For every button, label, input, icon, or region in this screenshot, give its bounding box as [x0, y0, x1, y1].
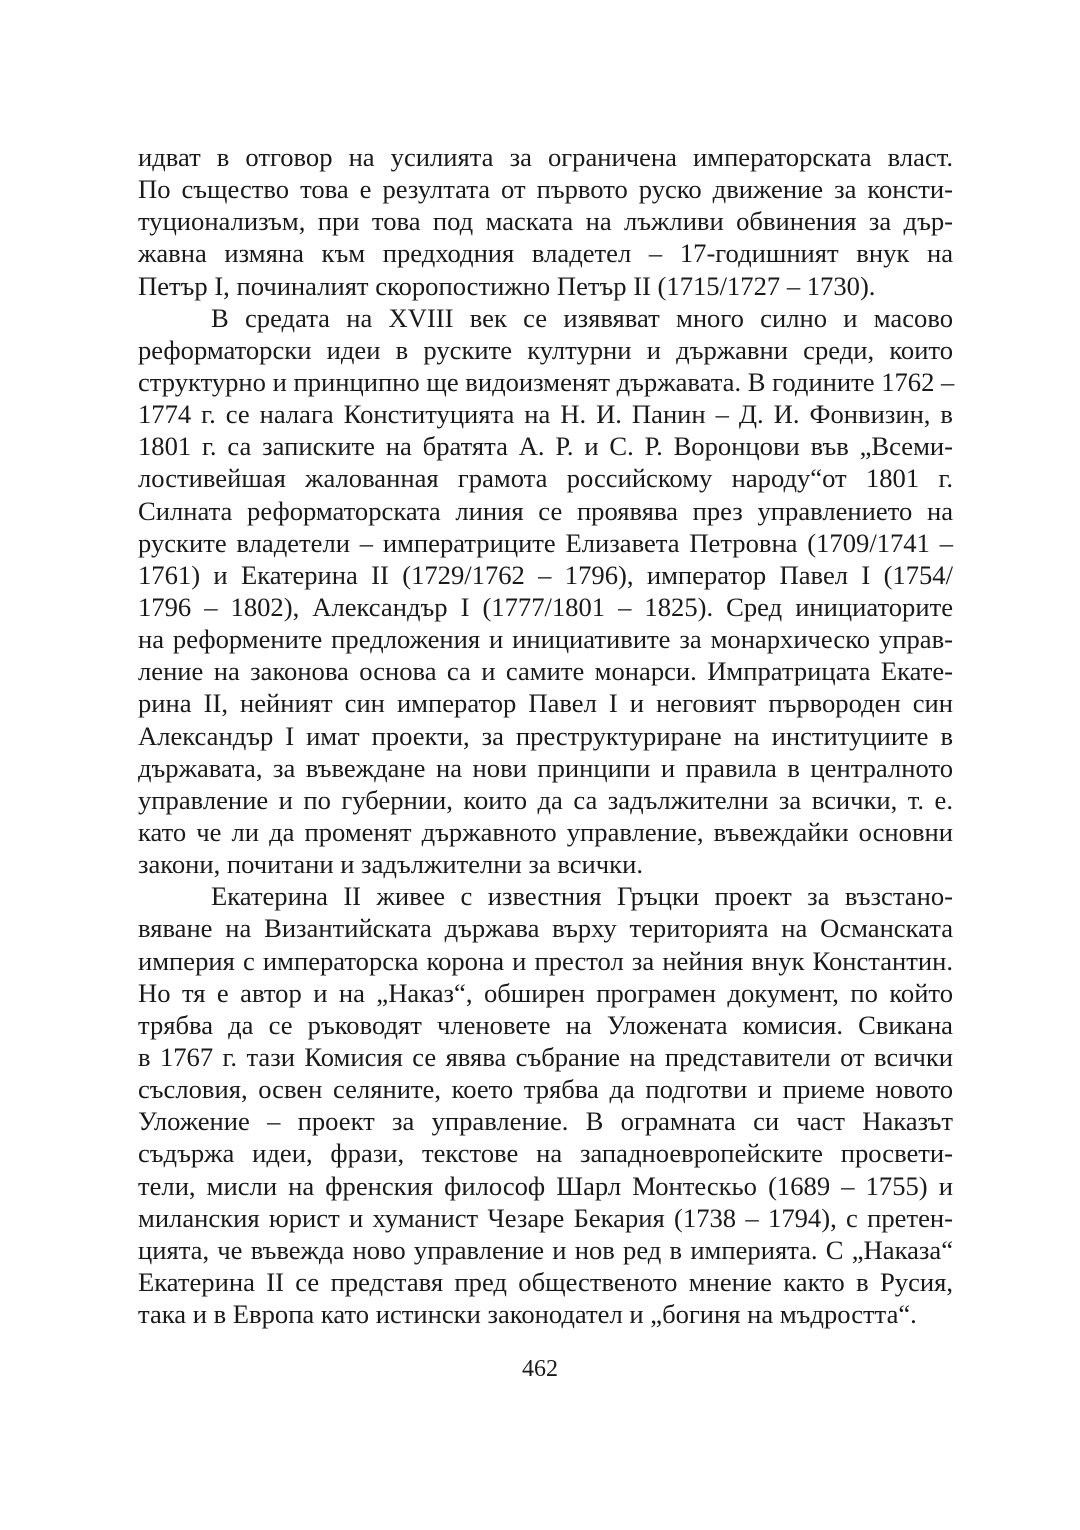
text-line: Екатерина II живее с известния Гръцки проект за възстано-: [211, 881, 953, 912]
text-line: Но тя е автор и на „Наказ“, обширен програмен документ, по който: [138, 977, 953, 1008]
paragraph: [138, 141, 953, 302]
text-line: Силната реформаторската линия се проявява през управлението на: [138, 495, 953, 526]
text-line: ление на законова основа са и самите монарси. Импратрицата Екате-: [138, 656, 953, 687]
body-text: [138, 141, 953, 1330]
text-line: съдържа идеи, фрази, текстове на западноевропейските просвети-: [138, 1138, 953, 1169]
text-line: структурно и принципно ще видоизменят държавата. В годините 1762 –: [138, 366, 955, 397]
text-line: 1801 г. са записките на братята А. Р. и С. Р. Воронцови във „Всеми-: [138, 431, 953, 462]
text-line: 1761) и Екатерина II (1729/1762 – 1796), император Павел I (1754/: [138, 559, 953, 590]
text-line: Александър I имат проекти, за преструктуриране на институциите в: [138, 720, 953, 751]
text-line: вяване на Византийската държава върху територията на Османската: [138, 913, 953, 944]
text-line: цията, че въвежда ново управление и нов ред в империята. С „Наказа“: [138, 1234, 953, 1265]
text-line: държавата, за въвеждане на нови принципи и правила в централното: [138, 752, 953, 783]
text-line: миланския юрист и хуманист Чезаре Бекария (1738 – 1794), с претен-: [138, 1202, 953, 1233]
text-line: Уложение – проект за управление. В ограмната си част Наказът: [138, 1106, 953, 1137]
text-line: така и в Европа като истински законодател и „богиня на мъдростта“.: [138, 1299, 917, 1330]
text-line: като че ли да променят държавното управление, въвеждайки основни: [138, 816, 953, 847]
text-line: съсловия, освен селяните, което трябва да подготви и приеме новото: [138, 1074, 953, 1105]
text-line: на реформените предложения и инициативите за монархическо управ-: [138, 624, 953, 655]
text-line: рина II, нейният син император Павел I и неговият първороден син: [138, 688, 953, 719]
text-line: в 1767 г. тази Комисия се явява събрание на представители от всички: [138, 1041, 953, 1072]
paragraph: [138, 880, 953, 1330]
text-line: трябва да се ръководят членовете на Уложената комисия. Свикана: [138, 1009, 953, 1040]
text-line: руските владетели – императриците Елизавета Петровна (1709/1741 –: [138, 527, 953, 558]
paragraph: [138, 302, 953, 881]
text-line: реформаторски идеи в руските културни и държавни среди, които: [138, 334, 953, 365]
text-line: В средата на XVIII век се изявяват много силно и масово: [211, 302, 953, 333]
text-line: идват в отговор на усилията за ограничена императорската власт.: [138, 142, 953, 172]
text-line: закони, почитани и задължителни за всички.: [138, 849, 643, 880]
text-line: жавна измяна към предходния владетел – 17-годишният внук на: [138, 238, 953, 269]
text-line: туционализъм, при това под маската на лъжливи обвинения за дър-: [138, 206, 953, 237]
text-line: лостивейшая жалованная грамота российскому народу“от 1801 г.: [138, 463, 953, 494]
text-line: империя с императорска корона и престол за нейния внук Константин.: [138, 945, 953, 976]
text-line: управление и по губернии, които да са задължителни за всички, т. е.: [138, 784, 953, 815]
text-line: Петър I, починалият скоропостижно Петър II (1715/1727 – 1730).: [138, 270, 876, 301]
text-line: тели, мисли на френския философ Шарл Монтескьо (1689 – 1755) и: [138, 1170, 953, 1201]
text-line: По същество това е резултата от първото руско движение за консти-: [138, 174, 953, 205]
text-line: Екатерина II се представя пред общественото мнение както в Русия,: [138, 1266, 953, 1297]
text-line: 1774 г. се налага Конституцията на Н. И. Панин – Д. И. Фонвизин, в: [138, 399, 953, 430]
text-line: 1796 – 1802), Александър I (1777/1801 – 1825). Сред инициаторите: [138, 591, 953, 622]
page-number: 462: [522, 1356, 558, 1382]
